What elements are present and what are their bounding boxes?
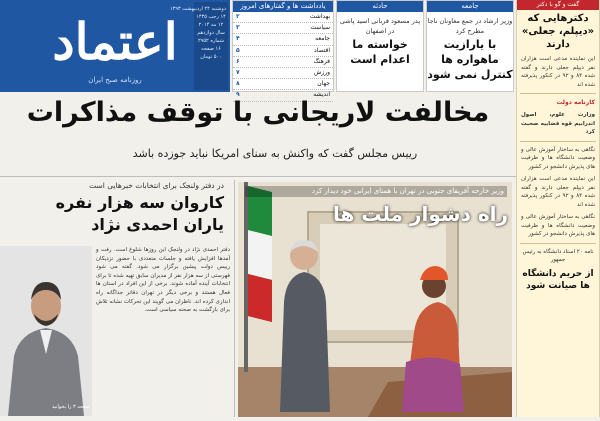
toc-item[interactable] [233,57,333,68]
toc-item[interactable] [233,46,333,57]
left-story[interactable] [0,180,232,417]
toc-header: یادداشت ها و گفتارهای امروز [233,1,333,12]
teaser-section: حادثه [337,1,423,12]
toc-item-page: ۷ [236,69,240,77]
teaser-title: خواسته ما اعدام است [350,38,410,66]
toc-item-page: ۶ [236,57,240,65]
divider [520,141,596,142]
toc-item[interactable] [233,23,333,34]
toc-item-page: ۲ [236,13,240,20]
toc-item-label: جهان [317,80,330,88]
right-column-foot-title[interactable]: از حریم دانشگاه ها صیانت شود [522,268,594,291]
teaser-kicker: پدر مسعود قربانی اسید پاشی در اصفهان [339,17,421,35]
divider [520,243,596,244]
issue-line: دوشنبه ۲۴ اردیبهشت ۱۳۹۳ [169,6,226,12]
politician-illustration [0,246,92,416]
issue-line: ۵۰۰ تومان [200,54,222,60]
right-column-text: نگاهی به ساختار آموزش عالی و وضعیت دانشگاه ها و ظرفیت های پذیرش دانشجو در کشور [521,146,595,170]
right-column-text: این نماینده مدعی است هزاران نفر دیپلم جعلی دارند و گفته شده ۸۴ و ۹۲ در کنکور پذیرفته شده اند [521,56,595,88]
right-column-kicker: کارنامه دولت [556,99,595,106]
toc-item[interactable] [233,34,333,45]
toc-item-label: سیاست [310,24,330,32]
teaser-accident[interactable] [336,0,424,92]
right-column-headline[interactable]: دکترهایی که «دیپلم، جعلی» دارند [521,13,595,50]
toc-item-label: جامعه [315,35,330,43]
newspaper-logo: اعتماد [52,12,178,71]
newspaper-tagline: روزنامه صبح ایران [88,76,142,84]
left-story-body [96,246,230,414]
right-column [516,0,600,417]
issue-line: شماره ۲۹۵۲ [198,38,224,44]
right-column-tag: گفت و گو با دکتر [517,0,599,10]
main-subheadline: رییس مجلس گفت که واکنش به سنای امریکا نباید جوزده باشد [132,147,418,160]
left-story-title: کاروان سه هزار نفره [55,193,224,212]
issue-line: ۱۴ رجب ۱۴۳۵ [196,14,226,20]
right-column-text: وزارت علوم، اصول اندرابیم قوه قضاییه صحبت کرد [521,112,595,135]
left-story-caption: صفحه ۳ را بخوانید [51,404,90,410]
teaser-title: با یارازیت ماهواره ها کنترل نمی شود [427,38,513,81]
left-story-kicker: در دفتر ولنجک برای انتخابات خبرهایی است [89,181,224,190]
toc-item-label: اقتصاد [313,46,330,54]
toc-item-label: ورزش [313,69,330,77]
teaser-section: جامعه [427,1,513,12]
main-headline[interactable]: مخالفت لاریجانی با توقف مذاکرات [26,97,490,128]
divider [0,176,516,177]
divider [520,93,596,94]
teaser-society[interactable] [426,0,514,92]
teaser-kicker: وزیر ارشاد در جمع معاونان ناجا مطرح کرد [427,17,513,35]
right-column-foot-kicker: نامه ۲۰ استاد دانشگاه به رئیس جمهور [522,248,594,263]
toc-item-page: ۳ [236,24,240,32]
toc-item[interactable] [233,68,333,79]
toc-item[interactable] [233,79,333,90]
issue-info [169,2,228,90]
right-column-text: نگاهی به ساختار آموزش عالی و وضعیت دانشگاه ها و ظرفیت های پذیرش دانشجو در کشور [521,214,595,237]
toc-item[interactable] [233,12,333,23]
politician-photo [0,246,92,416]
toc-item-label: بهداشت [309,13,330,20]
issue-line: ۱۲ مه ۲۰۱۴ [198,22,224,28]
toc-item-page: ۸ [236,80,240,88]
photo-title[interactable]: راه دشوار ملت ها [333,202,508,226]
toc-item-label: فرهنگ [313,57,330,65]
left-story-title: یاران احمدی نژاد [91,215,224,234]
left-story-paragraph: دفتر احمدی نژاد در ولنجک این روزها شلوغ است. رفت و آمدها افزایش یافته و جلسات متعددی با حضور نزدیکان رییس دولت پیشین برگزار می شود. گفته می شود فهرستی از سه هزار نفر از مدیران سابق تهیه شده تا برای انتخابات آینده آماده شوند. برخی از این افراد در استان ها فعال هستند و برخی دیگر در تهران دفاتر جداگانه راه اندازی کرده اند. ناظران می گویند این تحرکات نشانه تلاش برای بازگشت به صحنه سیاسی است. [96,247,230,314]
toc-item-label: اندیشه [313,91,330,99]
divider [234,180,235,417]
right-column-text: این نماینده مدعی است هزاران نفر دیپلم جعلی دارند و گفته شده ۸۴ و ۹۲ در کنکور پذیرفته شده اند [521,176,595,208]
issue-line: ۱۶ صفحه [201,46,221,52]
table-of-contents [232,0,334,99]
toc-item-page: ۹ [236,91,240,99]
toc-item-page: ۵ [236,46,240,54]
toc-item-page: ۴ [236,35,240,43]
issue-line: سال دوازدهم [197,30,225,36]
photo-kicker: وزیر خارجه آفریقای جنوبی در تهران با همتای ایرانی خود دیدار کرد [245,186,507,197]
